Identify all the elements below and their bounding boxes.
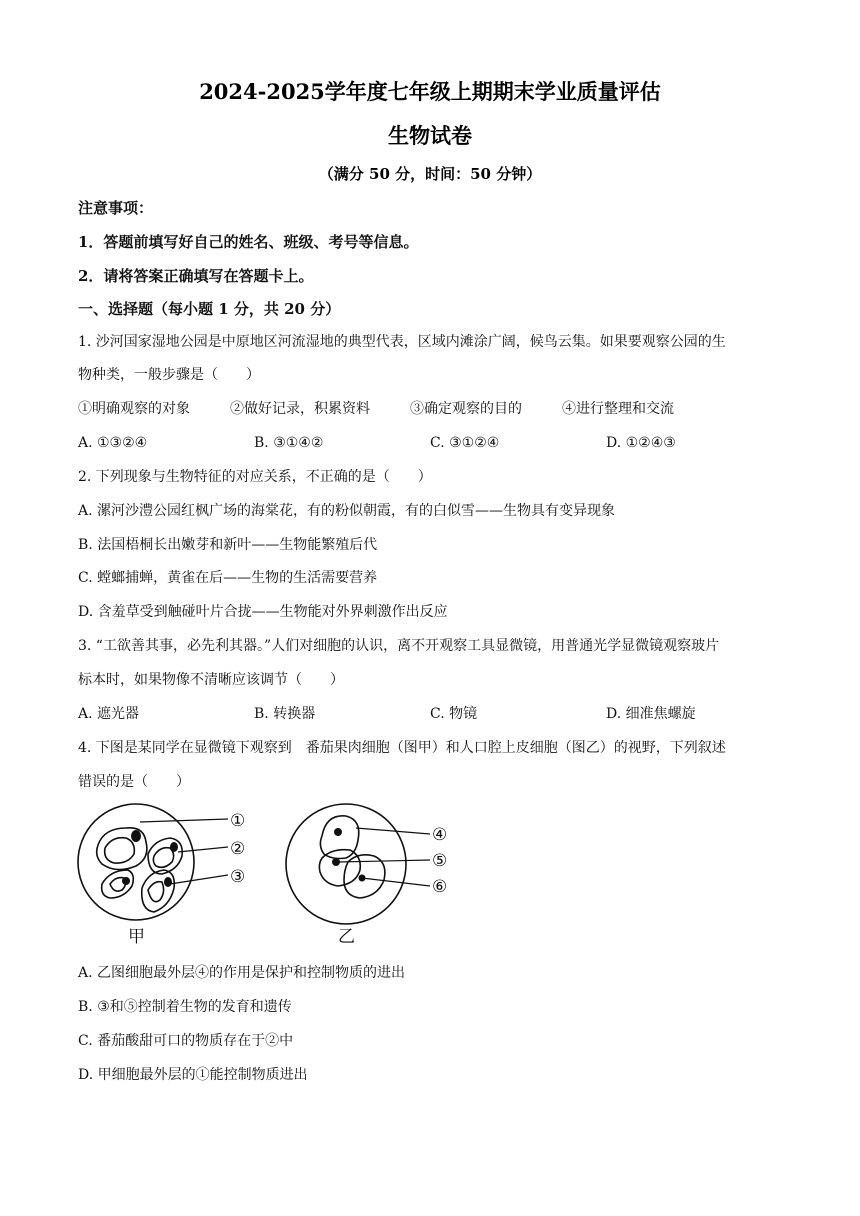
answer-option: A. 漯河沙澧公园红枫广场的海棠花，有的粉似朝霞，有的白似雪——生物具有变异现象 [78,503,616,519]
answer-option: B. 法国梧桐长出嫩芽和新叶——生物能繁殖后代 [78,537,378,553]
score-time-note: （满分 50 分，时间：50 分钟） [318,165,542,183]
answer-option: B. ③和⑤控制着生物的发育和遗传 [78,999,292,1015]
figure-caption-left: 甲 [128,927,145,947]
question-step: ④进行整理和交流 [562,401,674,417]
question-step: ①明确观察的对象 [78,401,190,417]
notes-heading: 注意事项： [78,199,154,217]
exam-title: 2024-2025学年度七年级上期期末学业质量评估 [199,79,661,104]
answer-option: A. 遮光器 [78,706,140,722]
answer-option: D. ①②④③ [606,435,676,451]
note-item: 1．答题前填写好自己的姓名、班级、考号等信息。 [78,233,419,251]
question-step: ③确定观察的目的 [410,401,522,417]
label-6: ⑥ [432,877,448,897]
question-text: 4. 下图是某同学在显微镜下观察到 番茄果肉细胞（图甲）和人口腔上皮细胞（图乙）的视野，下列叙述 [78,740,726,756]
answer-option: C. ③①②④ [430,435,500,451]
callout-labels-right [432,825,447,897]
figure-caption-right: 乙 [338,927,355,947]
tomato-cell-view [78,804,194,920]
answer-option: C. 番茄酸甜可口的物质存在于②中 [78,1033,294,1049]
label-2: ② [230,839,246,859]
answer-option: A. 乙图细胞最外层④的作用是保护和控制物质的进出 [78,965,406,981]
answer-option: D. 甲细胞最外层的①能控制物质进出 [78,1067,308,1083]
answer-option: C. 螳螂捕蝉，黄雀在后——生物的生活需要营养 [78,570,378,586]
answer-option: C. 物镜 [430,706,478,722]
question-text: 3. “工欲善其事，必先利其器。”人们对细胞的认识，离不开观察工具显微镜，用普通光学显微镜观察玻片 [78,638,720,654]
label-3: ③ [230,867,246,887]
answer-option: B. 转换器 [254,706,316,722]
question-text: 标本时，如果物像不清晰应该调节（ ） [78,672,344,688]
label-5: ⑤ [432,851,448,871]
cheek-cell-view [286,804,406,924]
question-text: 物种类，一般步骤是（ ） [78,367,260,383]
question-text: 错误的是（ ） [78,774,190,790]
callout-labels-left [230,811,245,887]
question-text: 2. 下列现象与生物特征的对应关系，不正确的是（ ） [78,469,432,485]
answer-option: B. ③①④② [254,435,324,451]
answer-option: D. 含羞草受到触碰叶片合拢——生物能对外界刺激作出反应 [78,604,448,620]
answer-option: D. 细准焦螺旋 [606,706,696,722]
answer-option: A. ①③②④ [78,435,148,451]
section-heading: 一、选择题（每小题 1 分，共 20 分） [78,300,341,318]
cell-diagram [70,800,470,950]
label-1: ① [230,811,246,831]
note-item: 2．请将答案正确填写在答题卡上。 [78,267,314,285]
label-4: ④ [432,825,448,845]
question-step: ②做好记录，积累资料 [230,401,370,417]
exam-subtitle: 生物试卷 [388,123,472,148]
question-text: 1. 沙河国家湿地公园是中原地区河流湿地的典型代表，区域内滩涂广阔，候鸟云集。如果要观察公园的生 [78,334,726,350]
